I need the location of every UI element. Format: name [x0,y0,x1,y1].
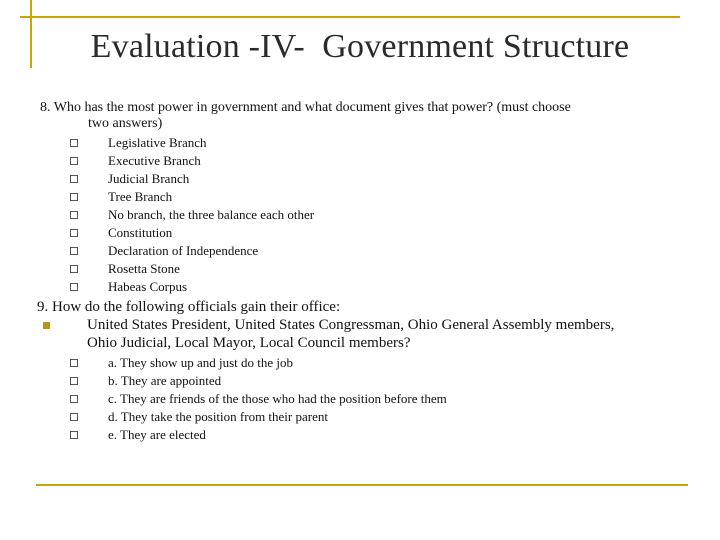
question-9-line-1: 9. How do the following officials gain their office: [37,299,341,315]
checkbox-icon[interactable] [70,265,78,273]
checkbox-icon[interactable] [70,139,78,147]
option-label: Tree Branch [108,189,173,204]
slide-title: Evaluation -IV- Government Structure [90,28,630,65]
officials-line-2: Ohio Judicial, Local Mayor, Local Council members? [87,335,411,351]
checkbox-icon[interactable] [70,175,78,183]
question-9 [37,298,697,316]
bottom-rule [36,484,688,486]
top-rule [20,16,680,18]
option-label: Declaration of Independence [108,243,259,258]
checkbox-icon[interactable] [70,413,78,421]
checkbox-icon[interactable] [70,247,78,255]
option-label: a. They show up and just do the job [108,355,293,370]
option-label: Rosetta Stone [108,261,180,276]
option-label: e. They are elected [108,427,206,442]
option-label: Habeas Corpus [108,279,188,294]
checkbox-icon[interactable] [70,283,78,291]
officials-line-1: United States President, United States Congressman, Ohio General Assembly members, [87,317,615,333]
option-label: b. They are appointed [108,373,222,388]
checkbox-icon[interactable] [70,211,78,219]
option-label: Constitution [108,225,173,240]
question-8-line-2: two answers) [88,116,163,131]
option-label: Judicial Branch [108,171,190,186]
checkbox-icon[interactable] [70,431,78,439]
checkbox-icon[interactable] [70,193,78,201]
checkbox-icon[interactable] [70,229,78,237]
option-label: Executive Branch [108,153,201,168]
question-8 [40,100,690,132]
checkbox-icon[interactable] [70,157,78,165]
option-label: Legislative Branch [108,135,207,150]
option-label: c. They are friends of the those who had the position before them [108,391,447,406]
option-label: d. They take the position from their parent [108,409,328,424]
checkbox-icon[interactable] [70,359,78,367]
question-8-line-1: 8. Who has the most power in government and what document gives that power? (must choose [40,100,571,115]
checkbox-icon[interactable] [70,395,78,403]
option-label: No branch, the three balance each other [108,207,315,222]
square-bullet-icon [43,322,50,329]
checkbox-icon[interactable] [70,377,78,385]
